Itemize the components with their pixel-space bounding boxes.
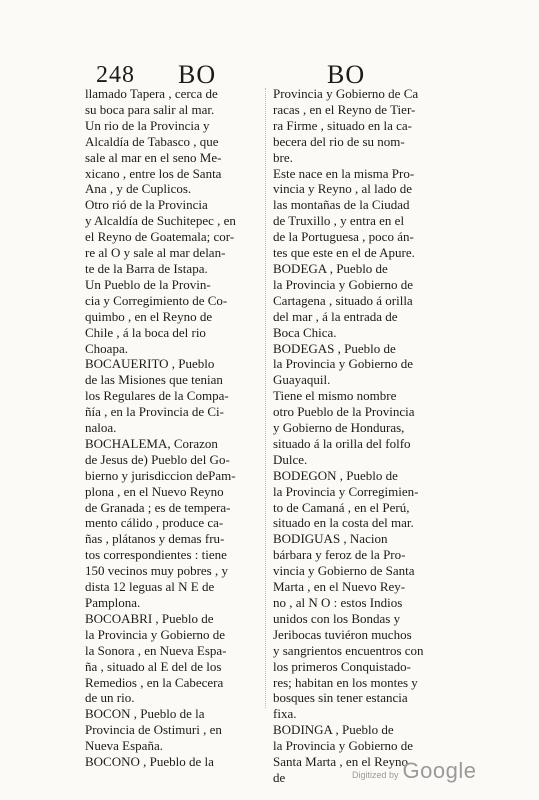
text-line: de [273, 769, 286, 785]
right-column [273, 86, 461, 786]
text-line: Chile , á la boca del rio [85, 324, 206, 340]
text-line: la Provincia y Gobierno de [273, 276, 414, 292]
text-line: Este nace en la misma Pro- [273, 165, 415, 181]
text-line: su boca para salir al mar. [85, 101, 215, 117]
text-line: 150 vecinos muy pobres , y [85, 563, 228, 579]
text-line: BOCOABRI , Pueblo de [85, 610, 214, 626]
text-line: becera del rio de su nom- [273, 133, 405, 149]
text-line: vincia y Reyno , al lado de [273, 181, 412, 197]
text-line: bosques sin tener estancia [273, 690, 408, 706]
text-line: otro Pueblo de la Provincia [273, 404, 415, 420]
text-line: ñas , plátanos y demas fru- [85, 531, 225, 547]
text-line: los primeros Conquistado- [273, 658, 411, 674]
text-line: Un Pueblo de la Provin- [85, 276, 211, 292]
text-line: de Jesus de) Pueblo del Go- [85, 451, 230, 467]
text-line: Un rio de la Provincia y [85, 117, 210, 133]
text-line: las montañas de la Ciudad [273, 197, 410, 213]
google-watermark [352, 758, 476, 784]
text-line: BODEGON , Pueblo de [273, 467, 398, 483]
text-line: racas , en el Reyno de Tier- [273, 101, 416, 117]
text-line: bárbara y feroz de la Pro- [273, 547, 406, 563]
text-line: del mar , á la entrada de [273, 308, 398, 324]
watermark-brand: Google [402, 758, 477, 783]
text-line: la Provincia y Gobierno de [273, 356, 414, 372]
text-line: Nueva España. [85, 738, 163, 754]
text-line: fixa. [273, 706, 297, 722]
watermark-prefix: Digitized by [352, 770, 399, 780]
text-line: BOCONO , Pueblo de la [85, 754, 214, 770]
text-line: y Gobierno de Honduras, [273, 420, 405, 436]
text-line: res; habitan en los montes y [273, 674, 418, 690]
column-divider [265, 88, 266, 708]
text-line: dista 12 leguas al N E de [85, 579, 215, 595]
text-line: Boca Chica. [273, 324, 337, 340]
text-line: sale al mar en el seno Me- [85, 149, 222, 165]
text-line: to de Camaná , en el Perú, [273, 499, 410, 515]
text-line: llamado Tapera , cerca de [85, 86, 218, 101]
text-line: Choapa. [85, 340, 128, 356]
text-line: BODINGA , Pueblo de [273, 722, 394, 738]
text-line: BOCAUERITO , Pueblo [85, 356, 215, 372]
text-line: tos correspondientes : tiene [85, 547, 227, 563]
text-line: el Reyno de Goatemala; cor- [85, 229, 235, 245]
text-line: situado en la costa del mar. [273, 515, 414, 531]
text-line: de Truxillo , y entra en el [273, 213, 405, 229]
text-line: de la Portuguesa , poco án- [273, 229, 414, 245]
text-line: BODIGUAS , Nacion [273, 531, 388, 547]
text-line: Alcaldía de Tabasco , que [85, 133, 219, 149]
text-line: Guayaquil. [273, 372, 331, 388]
text-line: quimbo , en el Reyno de [85, 308, 213, 324]
text-line: de Granada ; es de tempera- [85, 499, 231, 515]
text-line: Jeribocas tuviéron muchos [273, 626, 412, 642]
text-line: ñía , en la Provincia de Ci- [85, 404, 224, 420]
text-line: situado á la orilla del folfo [273, 435, 411, 451]
text-line: la Provincia y Gobierno de [273, 738, 414, 754]
text-line: plona , en el Nuevo Reyno [85, 483, 224, 499]
left-column [85, 86, 273, 770]
text-line: Provincia y Gobierno de Ca [273, 86, 419, 101]
text-line: unidos con los Bondas y [273, 610, 401, 626]
text-line: BOCHALEMA, Corazon [85, 435, 218, 451]
text-line: cia y Corregimiento de Co- [85, 292, 228, 308]
left-running-head: BO [178, 60, 217, 89]
text-line: los Regulares de la Compa- [85, 388, 229, 404]
text-line: la Sonora , en Nueva Espa- [85, 642, 227, 658]
right-running-head: BO [327, 60, 366, 89]
text-line: Marta , en el Nuevo Rey- [273, 579, 406, 595]
text-line: BOCON , Pueblo de la [85, 706, 205, 722]
text-line: ña , situado al E del de los [85, 658, 222, 674]
text-line: Provincia de Ostimuri , en [85, 722, 222, 738]
text-line: re al O y sale al mar delan- [85, 245, 226, 261]
text-line: mento cálido , produce ca- [85, 515, 224, 531]
text-line: de las Misiones que tenian [85, 372, 223, 388]
text-line: no , al N O : estos Indios [273, 595, 403, 610]
text-line: la Provincia y Gobierno de [85, 626, 226, 642]
text-line: bre. [273, 149, 293, 165]
text-line: bierno y jurisdiccion dePam- [85, 467, 236, 483]
text-line: Tiene el mismo nombre [273, 388, 397, 404]
text-line: Remedios , en la Cabecera [85, 674, 224, 690]
text-line: BODEGAS , Pueblo de [273, 340, 396, 356]
text-line: te de la Barra de Istapa. [85, 260, 208, 276]
text-line: y sangrientos encuentros con [273, 642, 424, 658]
text-line: tes que este en el de Apure. [273, 245, 415, 261]
text-line: naloa. [85, 420, 117, 436]
text-line: ra Firme , situado en la ca- [273, 117, 412, 133]
text-line: BODEGA , Pueblo de [273, 260, 388, 276]
text-line: Dulce. [273, 451, 308, 467]
text-line: Pamplona. [85, 595, 141, 610]
page-number: 248 [96, 62, 135, 88]
text-line: de un rio. [85, 690, 135, 706]
text-line: la Provincia y Corregimien- [273, 483, 419, 499]
text-line: Otro rió de la Provincia [85, 197, 208, 213]
text-line: Santa Marta , en el Reyno [273, 754, 409, 770]
text-line: xicano , entre los de Santa [85, 165, 222, 181]
text-line: vincia y Gobierno de Santa [273, 563, 415, 579]
text-line: Cartagena , situado á orilla [273, 292, 413, 308]
text-line: Ana , y de Cuplicos. [85, 181, 192, 197]
text-line: y Alcaldía de Suchitepec , en [85, 213, 236, 229]
